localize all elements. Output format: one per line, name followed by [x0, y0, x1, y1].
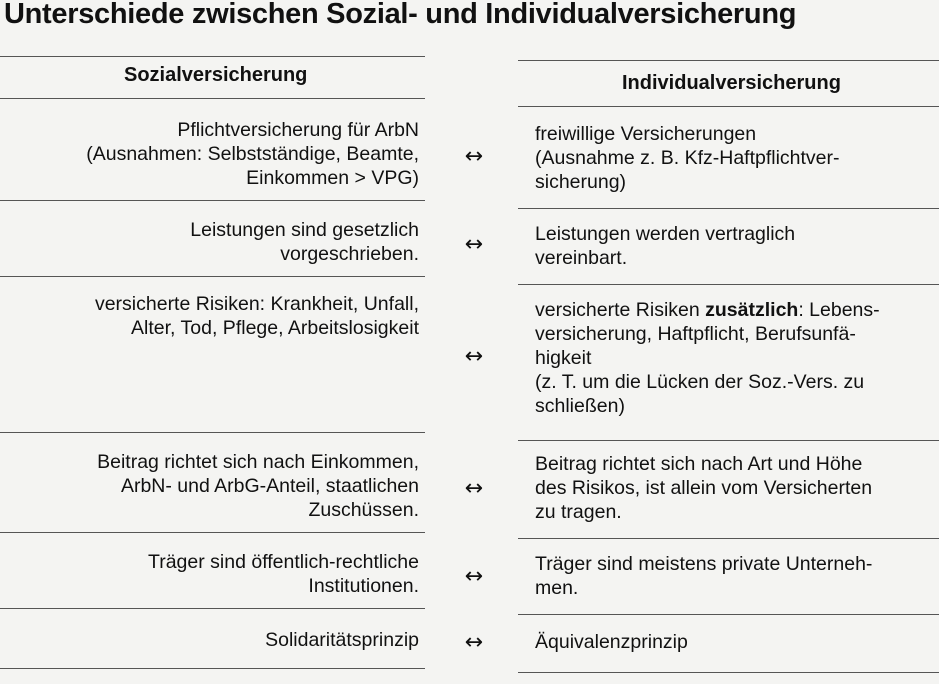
row-4-right: Beitrag richtet sich nach Art und Höhe des Risikos, ist allein vom Versicherten zu tragen. — [535, 453, 873, 523]
row-5-rule-right — [518, 614, 939, 615]
row-6-rule-left — [0, 668, 425, 669]
row-6-right: Äquivalenzprinzip — [535, 631, 688, 653]
page-title: Unterschiede zwischen Sozial- und Individualversicherung — [4, 0, 797, 30]
row-3-arrow-icon: ↔ — [464, 344, 484, 369]
header-rule-right-bottom — [518, 106, 939, 107]
row-6-left: Solidaritätsprinzip — [265, 629, 419, 651]
header-rule-right-top — [518, 60, 939, 61]
row-5-right: Träger sind meistens private Unterneh- men. — [535, 553, 873, 599]
row-2-arrow-icon: ↔ — [464, 232, 484, 257]
header-rule-left-top — [0, 56, 425, 57]
row-3-right: versicherte Risiken zusätzlich: Lebens- versicherung, Haftpflicht, Berufsunfä- higkeit (z. T. um die Lücken der Soz.-Vers. zu schließen) — [535, 299, 880, 417]
row-2-rule-left — [0, 276, 425, 277]
row-4-rule-left — [0, 532, 425, 533]
row-3-left: versicherte Risiken: Krankheit, Unfall, Alter, Tod, Pflege, Arbeitslosigkeit — [94, 293, 419, 339]
row-1-right: freiwillige Versicherungen (Ausnahme z. B. Kfz-Haftpflichtver- sicherung) — [535, 123, 840, 193]
row-4-left: Beitrag richtet sich nach Einkommen, ArbN- und ArbG-Anteil, staatlichen Zuschüssen. — [97, 451, 419, 521]
row-5-arrow-icon: ↔ — [464, 564, 484, 589]
row-5-left: Träger sind öffentlich-rechtliche Institutionen. — [148, 551, 419, 597]
row-1-rule-left — [0, 200, 425, 201]
row-4-rule-right — [518, 538, 939, 539]
row-2-right: Leistungen werden vertraglich vereinbart. — [535, 223, 796, 269]
row-2-left: Leistungen sind gesetzlich vorgeschrieben. — [190, 219, 419, 265]
header-rule-left-bottom — [0, 98, 425, 99]
column-header-individualversicherung: Individualversicherung — [622, 72, 841, 94]
row-6-rule-right — [518, 672, 939, 673]
row-5-rule-left — [0, 608, 425, 609]
row-6-arrow-icon: ↔ — [464, 630, 484, 655]
row-3-rule-right — [518, 440, 939, 441]
row-4-arrow-icon: ↔ — [464, 476, 484, 501]
row-1-left: Pflichtversicherung für ArbN (Ausnahmen: Selbstständige, Beamte, Einkommen > VPG) — [86, 119, 419, 189]
row-2-rule-right — [518, 284, 939, 285]
column-header-sozialversicherung: Sozialversicherung — [124, 64, 308, 86]
row-3-rule-left — [0, 432, 425, 433]
row-1-rule-right — [518, 208, 939, 209]
row-1-arrow-icon: ↔ — [464, 144, 484, 169]
